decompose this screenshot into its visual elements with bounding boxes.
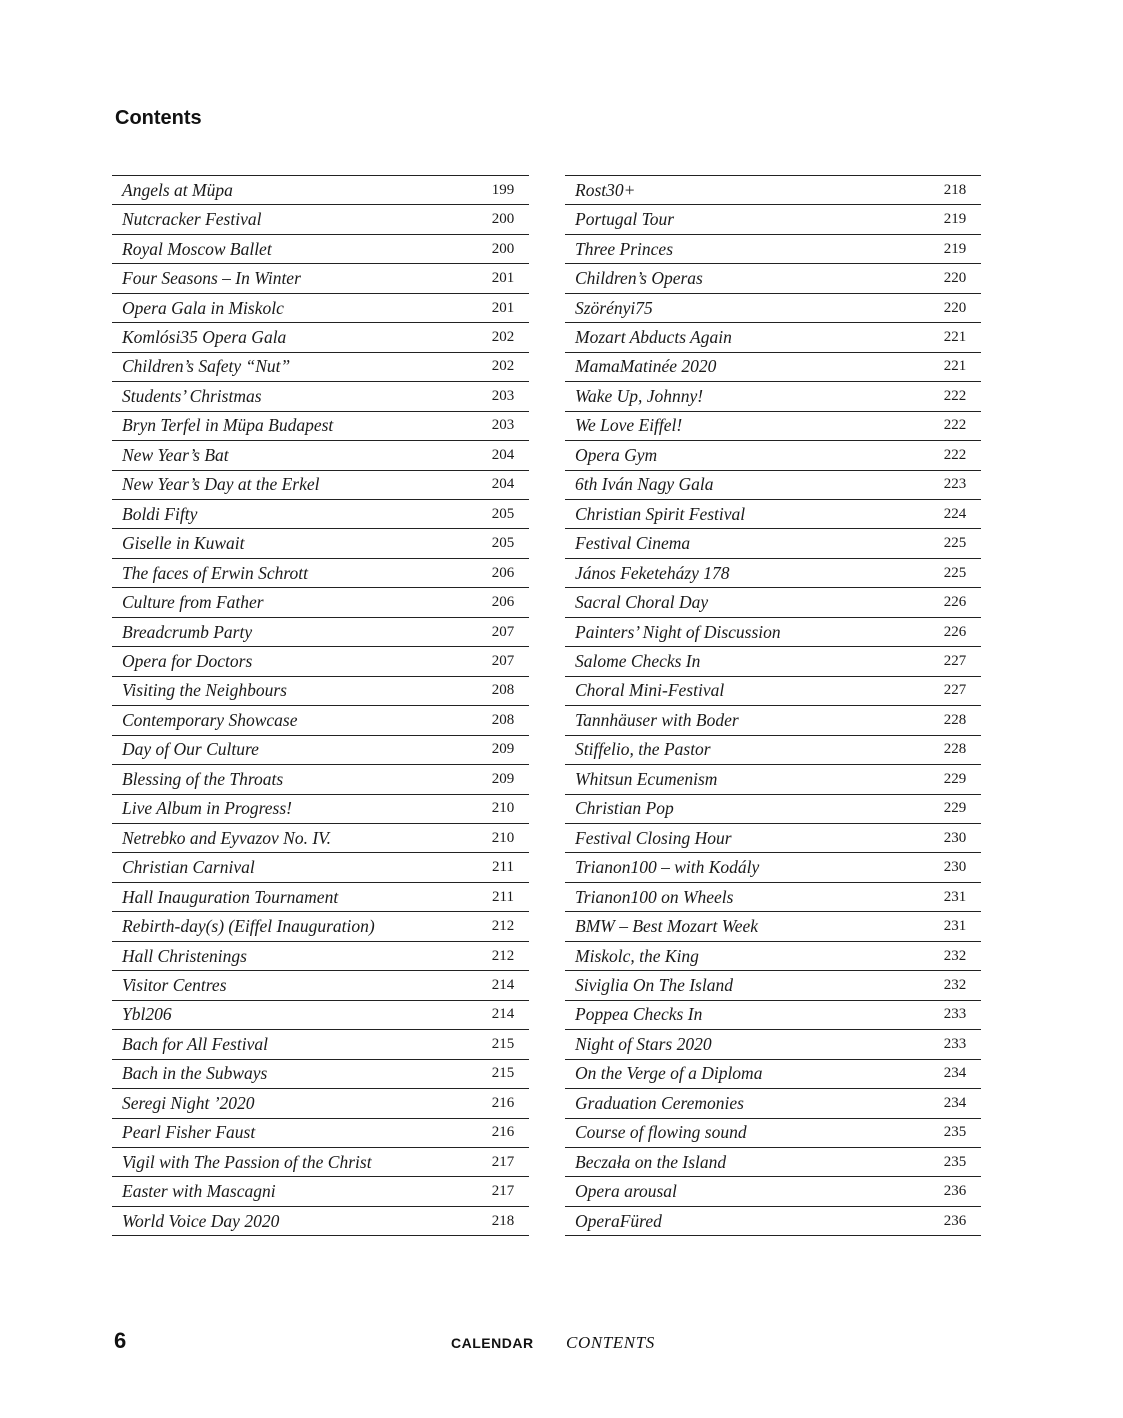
entry-title: Painters’ Night of Discussion bbox=[575, 621, 781, 642]
entry-title: New Year’s Day at the Erkel bbox=[122, 474, 320, 495]
entry-title: Hall Christenings bbox=[122, 945, 247, 966]
entry-page-number: 210 bbox=[491, 800, 515, 817]
entry-title: Rebirth-day(s) (Eiffel Inauguration) bbox=[122, 916, 375, 937]
entry-page-number: 217 bbox=[491, 1153, 515, 1170]
contents-entry[interactable] bbox=[565, 1001, 981, 1030]
contents-entry[interactable] bbox=[565, 824, 981, 853]
entry-page-number: 214 bbox=[491, 976, 515, 993]
contents-entry[interactable] bbox=[565, 883, 981, 912]
entry-title: We Love Eiffel! bbox=[575, 415, 683, 436]
contents-entry[interactable] bbox=[565, 618, 981, 647]
entry-title: Angels at Müpa bbox=[122, 179, 233, 200]
contents-entry[interactable] bbox=[112, 618, 529, 647]
contents-entry[interactable] bbox=[565, 853, 981, 882]
entry-title: Opera for Doctors bbox=[122, 650, 253, 671]
contents-entry[interactable] bbox=[112, 323, 529, 352]
entry-title: Rost30+ bbox=[575, 179, 636, 200]
entry-title: BMW – Best Mozart Week bbox=[575, 916, 759, 937]
entry-page-number: 219 bbox=[943, 240, 967, 257]
contents-entry[interactable] bbox=[112, 765, 529, 794]
entry-title: Stiffelio, the Pastor bbox=[575, 739, 711, 760]
entry-page-number: 215 bbox=[491, 1035, 515, 1052]
entry-page-number: 231 bbox=[943, 918, 967, 935]
contents-entry[interactable] bbox=[565, 412, 981, 441]
entry-title: Bach in the Subways bbox=[122, 1063, 268, 1084]
contents-entry[interactable] bbox=[565, 677, 981, 706]
entry-page-number: 233 bbox=[943, 1035, 967, 1052]
entry-title: Giselle in Kuwait bbox=[122, 533, 245, 554]
contents-entry[interactable] bbox=[112, 382, 529, 411]
entry-page-number: 199 bbox=[491, 181, 515, 198]
entry-title: Opera Gala in Miskolc bbox=[122, 297, 284, 318]
entry-title: Hall Inauguration Tournament bbox=[122, 886, 339, 907]
contents-entry[interactable] bbox=[112, 736, 529, 765]
entry-title: Boldi Fifty bbox=[122, 503, 198, 524]
contents-entry[interactable] bbox=[112, 1148, 529, 1177]
entry-title: Course of flowing sound bbox=[575, 1122, 747, 1143]
entry-page-number: 210 bbox=[491, 829, 515, 846]
contents-entry[interactable] bbox=[565, 1089, 981, 1118]
contents-entry[interactable] bbox=[112, 853, 529, 882]
contents-entry[interactable] bbox=[565, 559, 981, 588]
entry-page-number: 235 bbox=[943, 1153, 967, 1170]
contents-entry[interactable] bbox=[565, 353, 981, 382]
entry-page-number: 232 bbox=[943, 976, 967, 993]
entry-page-number: 231 bbox=[943, 888, 967, 905]
entry-title: 6th Iván Nagy Gala bbox=[575, 474, 714, 495]
entry-page-number: 204 bbox=[491, 476, 515, 493]
entry-title: Trianon100 – with Kodály bbox=[575, 857, 760, 878]
entry-page-number: 214 bbox=[491, 1006, 515, 1023]
entry-page-number: 206 bbox=[491, 564, 515, 581]
entry-title: Culture from Father bbox=[122, 592, 264, 613]
contents-entry[interactable] bbox=[565, 588, 981, 617]
contents-entry[interactable] bbox=[565, 1207, 981, 1236]
entry-title: Opera arousal bbox=[575, 1181, 677, 1202]
contents-entry[interactable] bbox=[565, 647, 981, 676]
entry-title: Four Seasons – In Winter bbox=[122, 268, 301, 289]
entry-page-number: 229 bbox=[943, 800, 967, 817]
contents-entry[interactable] bbox=[112, 205, 529, 234]
entry-title: Children’s Operas bbox=[575, 268, 703, 289]
entry-page-number: 207 bbox=[491, 623, 515, 640]
contents-entry[interactable] bbox=[112, 294, 529, 323]
entry-title: Royal Moscow Ballet bbox=[122, 238, 272, 259]
entry-page-number: 236 bbox=[943, 1212, 967, 1229]
entry-title: Festival Closing Hour bbox=[575, 827, 732, 848]
entry-title: Salome Checks In bbox=[575, 650, 701, 671]
entry-title: Poppea Checks In bbox=[575, 1004, 703, 1025]
entry-title: János Feketeházy 178 bbox=[575, 562, 730, 583]
entry-title: Netrebko and Eyvazov No. IV. bbox=[122, 827, 331, 848]
contents-entry[interactable] bbox=[112, 471, 529, 500]
entry-page-number: 218 bbox=[491, 1212, 515, 1229]
entry-page-number: 230 bbox=[943, 859, 967, 876]
contents-entry[interactable] bbox=[112, 500, 529, 529]
contents-entry[interactable] bbox=[565, 529, 981, 558]
entry-page-number: 227 bbox=[943, 652, 967, 669]
entry-title: Wake Up, Johnny! bbox=[575, 385, 704, 406]
contents-entry[interactable] bbox=[112, 559, 529, 588]
entry-page-number: 234 bbox=[943, 1065, 967, 1082]
contents-entry[interactable] bbox=[112, 1119, 529, 1148]
entry-title: World Voice Day 2020 bbox=[122, 1210, 280, 1231]
entry-title: Siviglia On The Island bbox=[575, 974, 733, 995]
entry-title: Opera Gym bbox=[575, 444, 658, 465]
contents-entry[interactable] bbox=[565, 294, 981, 323]
entry-title: Students’ Christmas bbox=[122, 385, 262, 406]
entry-page-number: 234 bbox=[943, 1094, 967, 1111]
entry-title: Visitor Centres bbox=[122, 974, 227, 995]
entry-title: Bach for All Festival bbox=[122, 1033, 268, 1054]
contents-entry[interactable] bbox=[112, 264, 529, 293]
contents-entry[interactable] bbox=[112, 412, 529, 441]
entry-page-number: 209 bbox=[491, 770, 515, 787]
entry-page-number: 229 bbox=[943, 770, 967, 787]
contents-entry[interactable] bbox=[112, 176, 529, 205]
entry-page-number: 202 bbox=[491, 358, 515, 375]
entry-title: Three Princes bbox=[575, 238, 674, 259]
entry-title: Contemporary Showcase bbox=[122, 709, 298, 730]
contents-entry[interactable] bbox=[565, 765, 981, 794]
entry-page-number: 204 bbox=[491, 446, 515, 463]
entry-page-number: 228 bbox=[943, 711, 967, 728]
entry-page-number: 228 bbox=[943, 741, 967, 758]
contents-entry[interactable] bbox=[112, 353, 529, 382]
entry-title: Children’s Safety “Nut” bbox=[122, 356, 291, 377]
contents-entry[interactable] bbox=[112, 1207, 529, 1236]
entry-page-number: 236 bbox=[943, 1183, 967, 1200]
entry-page-number: 206 bbox=[491, 594, 515, 611]
entry-title: Pearl Fisher Faust bbox=[122, 1122, 256, 1143]
contents-entry[interactable] bbox=[565, 382, 981, 411]
entry-title: Night of Stars 2020 bbox=[575, 1033, 712, 1054]
entry-page-number: 209 bbox=[491, 741, 515, 758]
entry-title: OperaFüred bbox=[575, 1210, 662, 1231]
contents-entry[interactable] bbox=[565, 1060, 981, 1089]
entry-page-number: 227 bbox=[943, 682, 967, 699]
contents-entry[interactable] bbox=[112, 824, 529, 853]
page-number: 6 bbox=[114, 1328, 127, 1353]
entry-title: Graduation Ceremonies bbox=[575, 1092, 744, 1113]
entry-title: Szörényi75 bbox=[575, 297, 653, 318]
entry-title: Beczała on the Island bbox=[575, 1151, 727, 1172]
entry-page-number: 224 bbox=[943, 505, 967, 522]
contents-entry[interactable] bbox=[565, 205, 981, 234]
entry-page-number: 223 bbox=[943, 476, 967, 493]
contents-entry[interactable] bbox=[112, 1060, 529, 1089]
entry-page-number: 220 bbox=[943, 270, 967, 287]
entry-page-number: 232 bbox=[943, 947, 967, 964]
entry-title: Nutcracker Festival bbox=[122, 209, 262, 230]
contents-entry[interactable] bbox=[565, 471, 981, 500]
contents-entry[interactable] bbox=[565, 176, 981, 205]
entry-page-number: 226 bbox=[943, 594, 967, 611]
entry-title: Trianon100 on Wheels bbox=[575, 886, 734, 907]
entry-page-number: 208 bbox=[491, 711, 515, 728]
entry-page-number: 218 bbox=[943, 181, 967, 198]
contents-entry[interactable] bbox=[112, 1089, 529, 1118]
entry-page-number: 203 bbox=[491, 417, 515, 434]
contents-entry[interactable] bbox=[112, 1001, 529, 1030]
contents-entry[interactable] bbox=[112, 942, 529, 971]
entry-title: Sacral Choral Day bbox=[575, 592, 709, 613]
entry-title: Vigil with The Passion of the Christ bbox=[122, 1151, 372, 1172]
contents-entry[interactable] bbox=[565, 912, 981, 941]
entry-page-number: 225 bbox=[943, 535, 967, 552]
contents-entry[interactable] bbox=[112, 235, 529, 264]
entry-title: Christian Spirit Festival bbox=[575, 503, 746, 524]
contents-entry[interactable] bbox=[112, 1030, 529, 1059]
contents-entry[interactable] bbox=[565, 971, 981, 1000]
contents-entry[interactable] bbox=[112, 912, 529, 941]
entry-page-number: 202 bbox=[491, 328, 515, 345]
entry-title: Christian Carnival bbox=[122, 857, 255, 878]
contents-entry[interactable] bbox=[565, 942, 981, 971]
entry-page-number: 200 bbox=[491, 211, 515, 228]
entry-page-number: 203 bbox=[491, 387, 515, 404]
entry-page-number: 205 bbox=[491, 535, 515, 552]
entry-page-number: 216 bbox=[491, 1124, 515, 1141]
entry-page-number: 221 bbox=[943, 358, 967, 375]
running-footer-subsection: CONTENTS bbox=[566, 1333, 655, 1352]
entry-title: Easter with Mascagni bbox=[122, 1181, 276, 1202]
entry-title: Ybl206 bbox=[122, 1004, 172, 1025]
entry-title: Seregi Night ’2020 bbox=[122, 1092, 255, 1113]
entry-title: Choral Mini-Festival bbox=[575, 680, 725, 701]
contents-entry[interactable] bbox=[565, 500, 981, 529]
entry-page-number: 233 bbox=[943, 1006, 967, 1023]
contents-list-left bbox=[112, 175, 529, 1236]
entry-page-number: 221 bbox=[943, 328, 967, 345]
entry-page-number: 235 bbox=[943, 1124, 967, 1141]
entry-title: Portugal Tour bbox=[575, 209, 675, 230]
entry-page-number: 201 bbox=[491, 299, 515, 316]
entry-page-number: 219 bbox=[943, 211, 967, 228]
entry-page-number: 201 bbox=[491, 270, 515, 287]
contents-entry[interactable] bbox=[565, 441, 981, 470]
contents-entry[interactable] bbox=[112, 883, 529, 912]
entry-page-number: 200 bbox=[491, 240, 515, 257]
entry-title: MamaMatinée 2020 bbox=[575, 356, 717, 377]
entry-page-number: 217 bbox=[491, 1183, 515, 1200]
entry-title: The faces of Erwin Schrott bbox=[122, 562, 309, 583]
contents-entry[interactable] bbox=[565, 1030, 981, 1059]
contents-entry[interactable] bbox=[112, 647, 529, 676]
contents-entry[interactable] bbox=[112, 971, 529, 1000]
contents-list-right bbox=[565, 175, 981, 1236]
contents-entry[interactable] bbox=[565, 795, 981, 824]
running-footer-section: CALENDAR bbox=[451, 1335, 534, 1351]
entry-title: Festival Cinema bbox=[575, 533, 691, 554]
entry-page-number: 225 bbox=[943, 564, 967, 581]
entry-page-number: 205 bbox=[491, 505, 515, 522]
entry-page-number: 212 bbox=[491, 947, 515, 964]
entry-title: Blessing of the Throats bbox=[122, 768, 284, 789]
entry-title: Whitsun Ecumenism bbox=[575, 768, 718, 789]
entry-title: Live Album in Progress! bbox=[122, 798, 292, 819]
entry-page-number: 222 bbox=[943, 387, 967, 404]
entry-page-number: 222 bbox=[943, 446, 967, 463]
entry-title: On the Verge of a Diploma bbox=[575, 1063, 763, 1084]
entry-page-number: 216 bbox=[491, 1094, 515, 1111]
contents-entry[interactable] bbox=[565, 264, 981, 293]
entry-title: Breadcrumb Party bbox=[122, 621, 253, 642]
contents-entry[interactable] bbox=[112, 706, 529, 735]
contents-entry[interactable] bbox=[565, 736, 981, 765]
entry-page-number: 211 bbox=[492, 888, 514, 905]
contents-entry[interactable] bbox=[565, 1177, 981, 1206]
entry-title: New Year’s Bat bbox=[122, 444, 229, 465]
page-title: Contents bbox=[115, 107, 202, 129]
contents-entry[interactable] bbox=[565, 706, 981, 735]
contents-entry[interactable] bbox=[112, 795, 529, 824]
contents-entry[interactable] bbox=[565, 1148, 981, 1177]
entry-page-number: 220 bbox=[943, 299, 967, 316]
entry-title: Visiting the Neighbours bbox=[122, 680, 287, 701]
entry-title: Christian Pop bbox=[575, 798, 674, 819]
entry-title: Komlósi35 Opera Gala bbox=[122, 326, 287, 347]
entry-title: Miskolc, the King bbox=[575, 945, 699, 966]
contents-entry[interactable] bbox=[112, 529, 529, 558]
entry-page-number: 208 bbox=[491, 682, 515, 699]
entry-title: Bryn Terfel in Müpa Budapest bbox=[122, 415, 334, 436]
entry-title: Day of Our Culture bbox=[122, 739, 259, 760]
contents-entry[interactable] bbox=[565, 323, 981, 352]
entry-title: Tannhäuser with Boder bbox=[575, 709, 739, 730]
contents-entry[interactable] bbox=[112, 677, 529, 706]
contents-entry[interactable] bbox=[565, 235, 981, 264]
contents-entry[interactable] bbox=[112, 588, 529, 617]
entry-title: Mozart Abducts Again bbox=[575, 326, 732, 347]
entry-page-number: 212 bbox=[491, 918, 515, 935]
entry-page-number: 211 bbox=[492, 859, 514, 876]
contents-entry[interactable] bbox=[112, 441, 529, 470]
entry-page-number: 226 bbox=[943, 623, 967, 640]
contents-entry[interactable] bbox=[565, 1119, 981, 1148]
entry-page-number: 230 bbox=[943, 829, 967, 846]
entry-page-number: 222 bbox=[943, 417, 967, 434]
entry-page-number: 215 bbox=[491, 1065, 515, 1082]
contents-entry[interactable] bbox=[112, 1177, 529, 1206]
entry-page-number: 207 bbox=[491, 652, 515, 669]
